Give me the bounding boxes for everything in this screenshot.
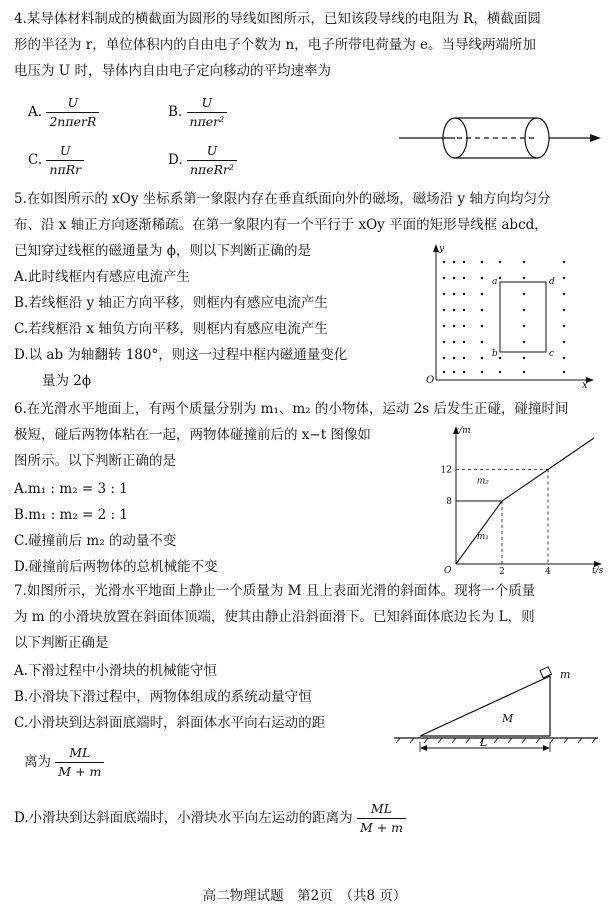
q4-option-b: B. $\frac{U}{\text{nπer²}}$ bbox=[168, 94, 227, 131]
field-dot bbox=[453, 357, 455, 359]
field-dot bbox=[453, 325, 455, 327]
q5-option-c: C.若线框沿 x 轴负方向平移，则框内有感应电流产生 bbox=[14, 321, 328, 337]
field-dot bbox=[481, 325, 483, 327]
q5-stem-line2: 布、沿 x 轴正方向逐渐稀疏。在第一象限内有一个平行于 xOy 平面的矩形导线框 abcd， bbox=[14, 217, 548, 233]
q5-option-d-line1: D.以 ab 为轴翻转 180°，则这一过程中框内磁通量变化 bbox=[14, 347, 348, 363]
field-dot bbox=[481, 309, 483, 311]
q4-stem-line2: 形的半径为 r，单位体积内的自由电子个数为 n，电子所带电荷量为 e。当导线两端所加 bbox=[14, 37, 537, 53]
q4-cylinder-figure bbox=[395, 108, 605, 172]
field-dot bbox=[453, 293, 455, 295]
q4-option-d: D. $\frac{U}{\text{nπeRr²}}$ bbox=[168, 142, 237, 179]
field-dot bbox=[481, 293, 483, 295]
field-dot bbox=[453, 371, 455, 373]
field-dot bbox=[523, 341, 525, 343]
field-dot bbox=[499, 261, 501, 263]
field-dot bbox=[453, 277, 455, 279]
series-line-3 bbox=[502, 438, 594, 501]
field-dot bbox=[499, 357, 501, 359]
field-dot bbox=[523, 261, 525, 263]
q6-option-d: D.碰撞前后两物体的总机械能不变 bbox=[14, 559, 218, 575]
corner-label-a: a bbox=[492, 277, 498, 287]
field-dot bbox=[463, 325, 465, 327]
field-dot bbox=[463, 371, 465, 373]
q5-y-axis-label: y bbox=[439, 244, 445, 254]
q5-option-d-line2: 量为 2ϕ bbox=[42, 373, 92, 389]
page-footer: 高二物理试题 第2页 （共8 页） bbox=[202, 888, 407, 904]
field-dot bbox=[499, 277, 501, 279]
field-dot bbox=[443, 309, 445, 311]
field-dot bbox=[563, 309, 565, 311]
field-dot bbox=[443, 277, 445, 279]
field-dot bbox=[523, 309, 525, 311]
y-tick-label: 8 bbox=[446, 497, 452, 507]
field-dot bbox=[563, 293, 565, 295]
field-dot bbox=[443, 371, 445, 373]
field-dot bbox=[443, 261, 445, 263]
field-dot bbox=[563, 261, 565, 263]
field-dot bbox=[481, 357, 483, 359]
corner-label-d: d bbox=[549, 277, 555, 287]
q4-stem-line1: 4.某导体材料制成的横截面为圆形的导线如图所示，已知该段导线的电阻为 R，横截面圆 bbox=[14, 11, 541, 27]
q4-stem-line3: 电压为 U 时，导体内自由电子定向移动的平均速率为 bbox=[14, 63, 331, 79]
field-dot bbox=[453, 309, 455, 311]
field-dot bbox=[443, 357, 445, 359]
q5-stem-line1: 5.在如图所示的 xOy 坐标系第一象限内存在垂直纸面向外的磁场，磁场沿 y 轴方向均匀分 bbox=[14, 191, 551, 207]
q7-option-c-line2: 离为 $\frac{ML}{M + m}$ bbox=[24, 744, 104, 781]
q7-option-b: B.小滑块下滑过程中，两物体组成的系统动量守恒 bbox=[14, 689, 312, 705]
q6-xt-graph bbox=[432, 424, 604, 577]
q7-stem-line2: 为 m 的小滑块放置在斜面体顶端，使其由静止沿斜面滑下。已知斜面体底边长为 L，则 bbox=[14, 609, 535, 625]
field-dot bbox=[563, 325, 565, 327]
q7-stem-line1: 7.如图所示，光滑水平地面上静止一个质量为 M 且上表面光滑的斜面体。现将一个质量 bbox=[14, 583, 536, 599]
q6-stem-line1: 6.在光滑水平地面上，有两个质量分别为 m₁、m₂ 的小物体，运动 2s 后发生正碰，碰撞时间 bbox=[14, 401, 569, 417]
field-dot bbox=[523, 293, 525, 295]
field-dot bbox=[463, 293, 465, 295]
x-tick-label: 4 bbox=[545, 567, 551, 577]
field-dot bbox=[523, 277, 525, 279]
q4-option-c: C. $\frac{U}{\text{nπRr}}$ bbox=[28, 142, 84, 179]
series-label-2: m₁ bbox=[476, 531, 489, 542]
length-label: L bbox=[480, 736, 488, 749]
field-dot bbox=[463, 357, 465, 359]
magnetic-field-dots bbox=[443, 261, 565, 373]
q6-stem-line3: 图所示。以下判断正确的是 bbox=[14, 453, 176, 469]
q6-stem-line2: 极短，碰后两物体粘在一起，两物体碰撞前后的 x−t 图像如 bbox=[14, 427, 371, 443]
q7-option-d: D.小滑块到达斜面底端时，小滑块水平向左运动的距离为 $\frac{ML}{M + m}$ bbox=[14, 800, 406, 837]
field-dot bbox=[481, 341, 483, 343]
origin-label: O bbox=[444, 566, 452, 576]
q5-magnetic-field-figure bbox=[412, 240, 597, 390]
q7-incline-figure bbox=[392, 666, 606, 758]
field-dot bbox=[523, 357, 525, 359]
corner-label-c: c bbox=[549, 349, 555, 359]
field-dot bbox=[443, 341, 445, 343]
q5-option-b: B.若线框沿 y 轴正方向平移，则框内有感应电流产生 bbox=[14, 295, 328, 311]
x-tick-label: 2 bbox=[499, 567, 505, 577]
corner-label-b: b bbox=[492, 349, 498, 359]
field-dot bbox=[523, 371, 525, 373]
q5-stem-line3: 已知穿过线框的磁通量为 ϕ，则以下判断正确的是 bbox=[14, 243, 311, 259]
q4-option-a: A. $\frac{U}{\text{2nπerR}}$ bbox=[28, 94, 99, 131]
q6-option-c: C.碰撞前后 m₂ 的动量不变 bbox=[14, 533, 177, 549]
series-label-1: m₂ bbox=[476, 476, 489, 487]
small-mass-label: m bbox=[560, 668, 571, 681]
field-dot bbox=[499, 371, 501, 373]
field-dot bbox=[453, 261, 455, 263]
field-dot bbox=[481, 371, 483, 373]
field-dot bbox=[481, 261, 483, 263]
q5-x-axis-label: x bbox=[582, 380, 588, 391]
field-dot bbox=[563, 341, 565, 343]
field-dot bbox=[523, 325, 525, 327]
field-dot bbox=[463, 341, 465, 343]
field-dot bbox=[463, 277, 465, 279]
q7-option-c-line1: C.小滑块到达斜面底端时，斜面体水平向右运动的距 bbox=[14, 715, 326, 731]
field-dot bbox=[443, 325, 445, 327]
field-dot bbox=[563, 371, 565, 373]
q7-stem-line3: 以下判断正确是 bbox=[14, 635, 109, 651]
field-dot bbox=[463, 261, 465, 263]
q6-option-b: B.m₁ : m₂ = 2 : 1 bbox=[14, 507, 128, 523]
y-axis-label: x/m bbox=[454, 426, 471, 436]
q5-origin-label: O bbox=[426, 375, 435, 386]
field-dot bbox=[443, 293, 445, 295]
field-dot bbox=[463, 309, 465, 311]
q6-option-a: A.m₁ : m₂ = 3 : 1 bbox=[14, 481, 128, 497]
field-dot bbox=[481, 277, 483, 279]
field-dot bbox=[453, 341, 455, 343]
x-axis-label: t/s bbox=[592, 566, 604, 576]
field-dot bbox=[563, 357, 565, 359]
field-dot bbox=[563, 277, 565, 279]
y-tick-label: 12 bbox=[440, 465, 452, 476]
incline-mass-label: M bbox=[502, 712, 514, 725]
q7-option-a: A.下滑过程中小滑块的机械能守恒 bbox=[14, 663, 218, 679]
q5-option-a: A.此时线框内有感应电流产生 bbox=[14, 269, 191, 285]
